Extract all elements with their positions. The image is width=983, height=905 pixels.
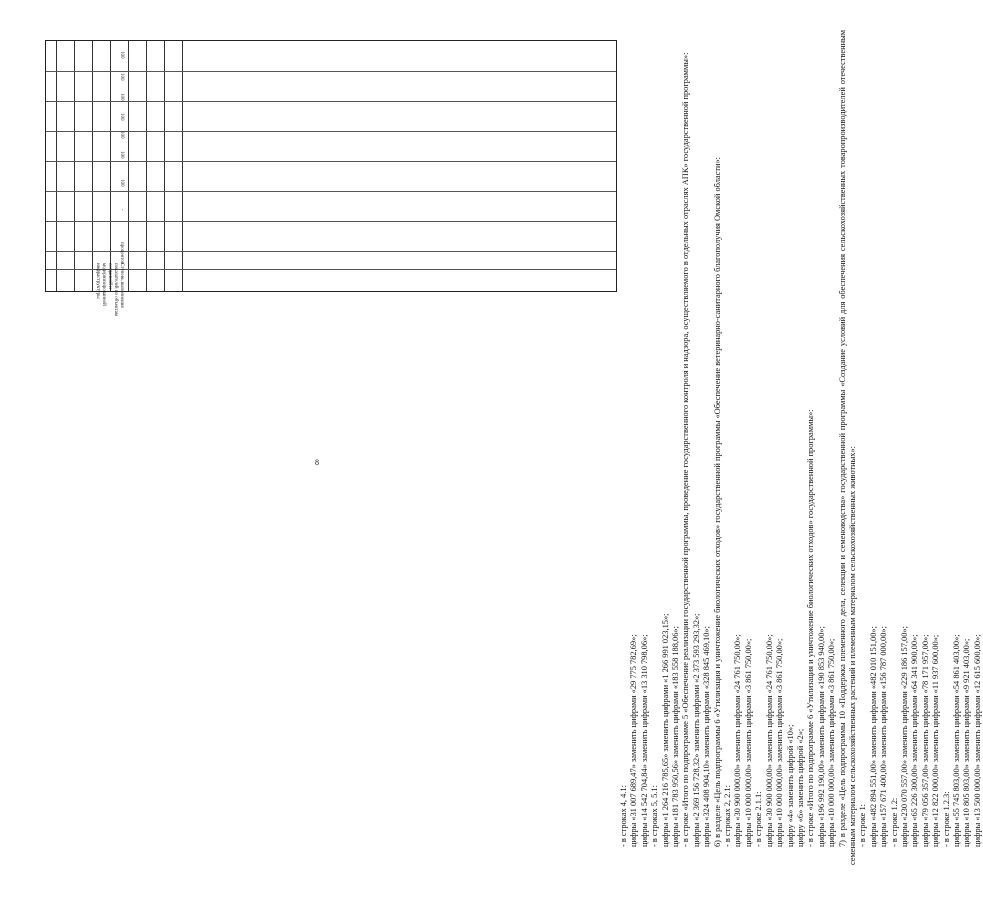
text-line: цифры «10 805 803,00» заменить цифрами «9 921 403,00»; <box>962 638 972 847</box>
text-line: - в строках 2, 2.1: <box>723 785 733 847</box>
text-line: цифры «10 000 000,00» заменить цифрами «3 861 750,00»; <box>775 638 785 847</box>
text-paragraph: 6) в разделе «Цель подпрограммы 6 «Утилизация и уничтожение биологических отходов» государственной программы «Обеспечение ветеринарно-санитарного благополучия Омской области»: <box>712 157 722 847</box>
table-unit-cell: процентов <box>119 242 124 265</box>
table-value: 100 <box>119 179 124 187</box>
text-paragraph: 7) в разделе «Цель подпрограммы 10 «Поддержка племенного дела, селекции и семеноводства» государственной программы «Создание условий для обеспечения сельскохозяйственных товаропроизводителей отечественным семенным материалом сельскохозяйственных растений и племенным материалом сельскохозяйственных животных»: <box>837 30 857 865</box>
table-value: 100 <box>119 151 124 159</box>
text-line: - в строке «Итого по подпрограмме 6 «Утилизация и уничтожение биологических отходов» государственной программы»: <box>806 409 816 847</box>
text-line: цифры «14 542 704,84» заменить цифрами «13 310 798,06»; <box>639 634 649 847</box>
page-number: 8 <box>315 458 319 467</box>
text-paragraph: - в строке «Итого по подпрограмме 5 «Обеспечение реализации государственной программы, проведение государственного контроля и надзора, осуществляемого в отдельных отраслях АПК» государственной программы»: <box>681 52 691 847</box>
table-fragment <box>45 40 617 317</box>
table-value: 100 <box>119 131 124 139</box>
text-line: цифры «79 056 357,00» заменить цифрами «78 171 957,00»; <box>920 634 930 847</box>
text-line: - в строке 2.1.1: <box>754 791 764 847</box>
text-line: - в строках 5, 5.1: <box>650 785 660 847</box>
table-value: 100 <box>119 93 124 101</box>
text-line: - в строке 1.2: <box>889 797 899 847</box>
table-value: 100 <box>119 113 124 121</box>
text-line: цифры «230 070 557,00» заменить цифрами «229 186 157,00»; <box>899 626 909 847</box>
text-line: - в строках 4, 4.1: <box>619 785 628 847</box>
text-line: цифры «55 745 803,00» заменить цифрами «54 861 403,00»; <box>952 634 961 847</box>
text-line: цифры «31 007 689,47» заменить цифрами «29 775 782,69»; <box>629 634 639 847</box>
text-line: цифры «65 226 300,00» заменить цифрами «64 341 900,00»; <box>910 634 920 847</box>
table-value: 100 <box>119 51 124 59</box>
text-line: цифру «6» заменить цифрой «2»; <box>795 728 805 847</box>
text-line: цифры «10 000 000,00» заменить цифрами «3 861 750,00»; <box>743 638 753 847</box>
text-line: цифры «30 900 000,00» заменить цифрами «24 761 750,00»; <box>733 634 743 847</box>
text-line: - в строке 1.2.3: <box>941 791 951 847</box>
text-line: цифры «10 000 000,00» заменить цифрами «3 861 750,00»; <box>827 638 837 847</box>
table-value: 100 <box>119 73 124 81</box>
text-line: цифры «2 369 156 728,32» заменить цифрами «2 373 593 293,32»; <box>691 613 701 847</box>
text-line: цифры «157 671 400,00» заменить цифрами «156 787 000,00»; <box>879 626 889 847</box>
text-line: цифры «196 992 190,00» заменить цифрами «190 853 940,00»; <box>816 626 826 847</box>
text-line: цифры «1 264 216 785,65» заменить цифрами «1 266 991 023,15»; <box>660 613 670 847</box>
text-line: цифры «181 783 950,56» заменить цифрами «183 558 188,06»; <box>671 626 681 847</box>
text-line: цифры «12 822 000,00» заменить цифрами «11 937 600,00»; <box>931 634 941 847</box>
text-line: цифры «13 500 000,00» заменить цифрами «12 615 600,00»; <box>972 634 982 847</box>
text-line: цифры «482 894 551,00» заменить цифрами «482 010 151,00»; <box>868 626 878 847</box>
amendment-text <box>619 30 983 865</box>
text-line: цифры «30 900 000,00» заменить цифрами «24 761 750,00»; <box>764 634 774 847</box>
table-dash: - <box>119 209 124 211</box>
text-line: - в строке 1: <box>858 804 868 847</box>
text-line: цифры «324 408 904,10» заменить цифрами «328 845 469,10»; <box>702 626 712 847</box>
text-line: цифру «4» заменить цифрой «10»; <box>785 724 795 847</box>
table-label-cell: Степень выполнения показателей по объектам созданной и модернизированной инфраструктуры <box>95 263 124 317</box>
